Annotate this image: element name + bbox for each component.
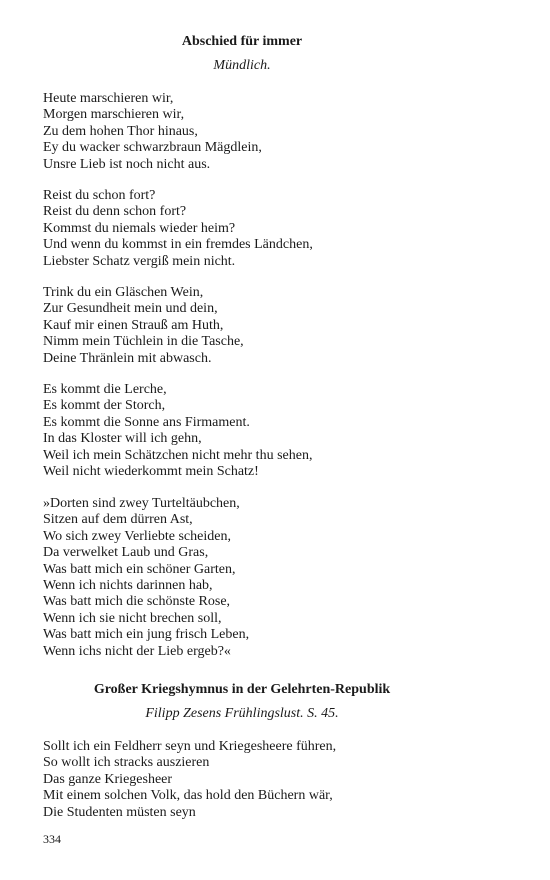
verse-line: So wollt ich stracks auszieren bbox=[43, 755, 210, 771]
verse-line: Kommst du niemals wieder heim? bbox=[43, 220, 236, 236]
poem-source: Filipp Zesens Frühlingslust. S. 45. bbox=[145, 706, 339, 721]
verse-line: Das ganze Kriegesheer bbox=[43, 771, 173, 787]
stanza bbox=[43, 496, 503, 660]
stanza bbox=[43, 739, 503, 821]
verse-line: Es kommt der Storch, bbox=[43, 398, 166, 414]
verse-line: Es kommt die Lerche, bbox=[43, 382, 167, 397]
verse-line: Zur Gesundheit mein und dein, bbox=[43, 301, 218, 317]
verse-line: Zu dem hohen Thor hinaus, bbox=[43, 123, 198, 139]
verse-line: »Dorten sind zwey Turteltäubchen, bbox=[43, 496, 240, 511]
verse-line: Da verwelket Laub und Gras, bbox=[43, 545, 209, 561]
verse-line: Wenn ichs nicht der Lieb ergeb?« bbox=[43, 643, 231, 659]
verse-line: Wenn ich sie nicht brechen soll, bbox=[43, 610, 222, 626]
page-number: 334 bbox=[43, 832, 61, 846]
stanza bbox=[43, 382, 503, 480]
verse-line: Und wenn du kommst in ein fremdes Ländchen, bbox=[43, 237, 313, 253]
verse-line: Sitzen auf dem dürren Ast, bbox=[43, 512, 193, 528]
verse-line: Was batt mich ein jung frisch Leben, bbox=[43, 627, 250, 643]
verse-line: Unsre Lieb ist noch nicht aus. bbox=[43, 156, 211, 172]
verse-line: Weil nicht wiederkommt mein Schatz! bbox=[43, 464, 259, 480]
verse-line: Sollt ich ein Feldherr seyn und Kriegesheere führen, bbox=[43, 739, 337, 754]
stanza bbox=[43, 285, 503, 367]
stanza bbox=[43, 91, 503, 173]
verse-line: Deine Thränlein mit abwasch. bbox=[43, 350, 212, 366]
verse-line: Heute marschieren wir, bbox=[43, 91, 174, 106]
verse-line: Ey du wacker schwarzbraun Mägdlein, bbox=[43, 140, 262, 156]
verse-line: Reist du schon fort? bbox=[43, 188, 156, 203]
verse-line: Die Studenten müsten seyn bbox=[43, 804, 196, 820]
verse-line: Nimm mein Tüchlein in die Tasche, bbox=[43, 334, 244, 350]
verse-line: Es kommt die Sonne ans Firmament. bbox=[43, 414, 250, 430]
verse-line: Was batt mich die schönste Rose, bbox=[43, 594, 231, 610]
verse-line: Kauf mir einen Strauß am Huth, bbox=[43, 317, 224, 333]
stanza bbox=[43, 188, 503, 270]
poem-title: Abschied für immer bbox=[181, 34, 303, 49]
verse-line: Wenn ich nichts darinnen hab, bbox=[43, 578, 213, 594]
poem-source: Mündlich. bbox=[213, 58, 271, 73]
verse-line: Trink du ein Gläschen Wein, bbox=[43, 285, 204, 300]
verse-line: Weil ich mein Schätzchen nicht mehr thu sehen, bbox=[43, 447, 313, 463]
verse-line: Wo sich zwey Verliebte scheiden, bbox=[43, 528, 231, 544]
verse-line: Liebster Schatz vergiß mein nicht. bbox=[43, 253, 236, 269]
poem-title: Großer Kriegshymnus in der Gelehrten-Republik bbox=[93, 682, 391, 697]
verse-line: In das Kloster will ich gehn, bbox=[43, 431, 202, 447]
verse-line: Was batt mich ein schöner Garten, bbox=[43, 561, 236, 577]
verse-line: Mit einem solchen Volk, das hold den Büchern wär, bbox=[43, 788, 333, 804]
verse-line: Morgen marschieren wir, bbox=[43, 107, 185, 123]
verse-line: Reist du denn schon fort? bbox=[43, 204, 187, 220]
